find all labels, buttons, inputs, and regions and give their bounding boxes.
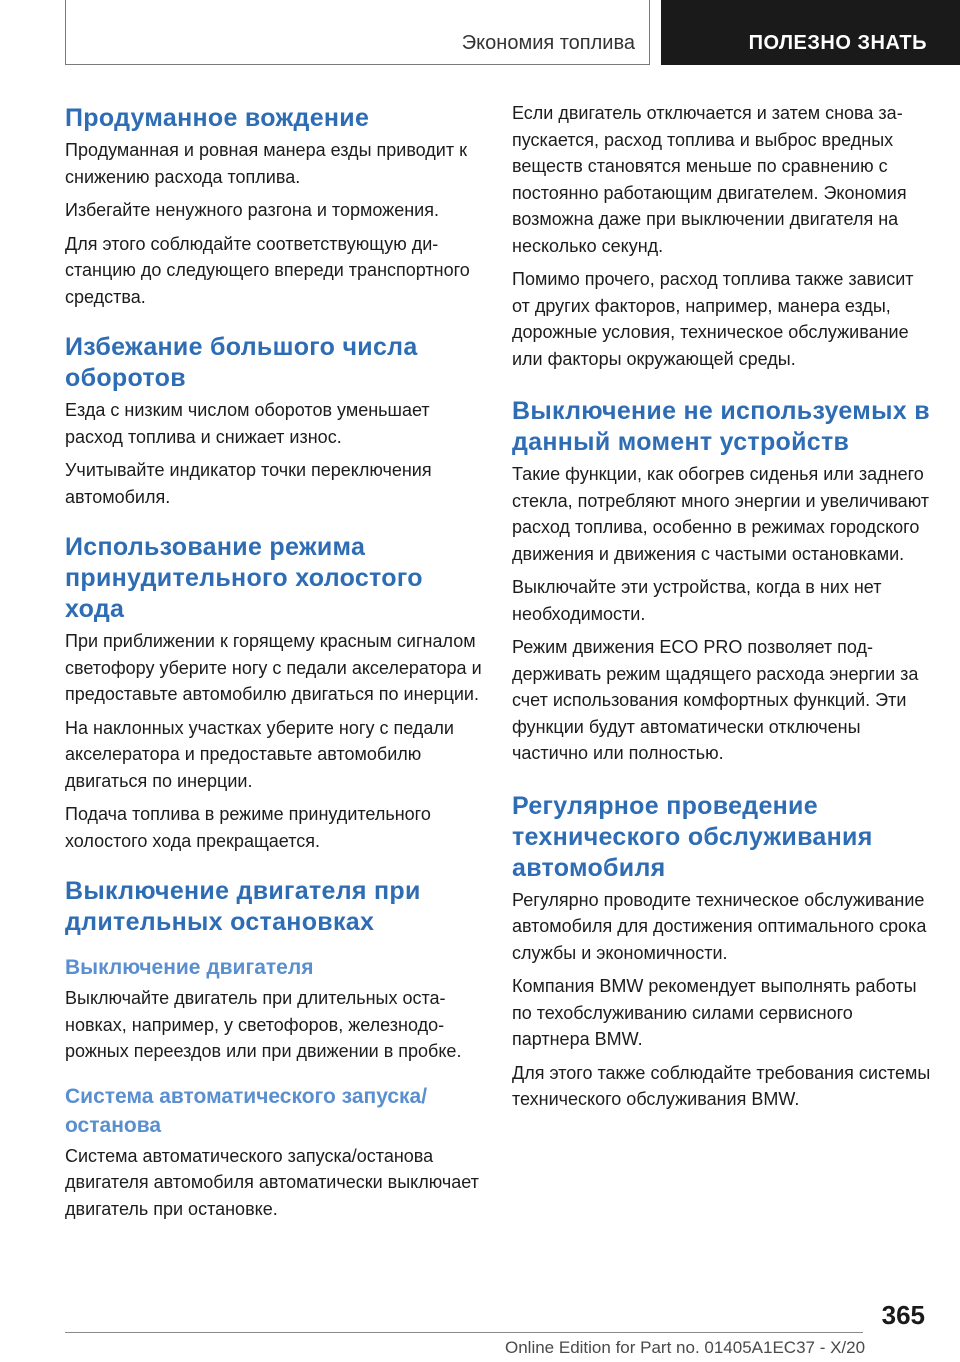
header-chapter-title: ПОЛЕЗНО ЗНАТЬ	[748, 32, 927, 54]
header-section-box	[65, 0, 650, 65]
paragraph: При приближении к горящему красным сигналом светофору уберите ногу с педали акселератора и предоставьте автомобилю двигаться по инерции.	[65, 631, 482, 704]
left-column	[65, 100, 485, 1222]
paragraph: Выключайте двигатель при длительных остановках, например, у светофоров, железнодорожных переездов или при движении в пробке.	[65, 988, 462, 1061]
paragraph: Если двигатель отключается и затем снова запускается, расход топлива и выброс вредных веществ становятся меньше по сравнению с постоянно работающим двигателем. Экономия возможна даже при выключении двигателя на несколько секунд.	[512, 103, 907, 256]
subheading-engine-off: Выключение двигателя	[65, 956, 314, 979]
paragraph: Для этого соблюдайте соответствующую дистанцию до следующего впереди транспортного средства.	[65, 233, 470, 307]
footer-divider	[65, 1332, 863, 1333]
heading-thoughtful-driving: Продуманное вождение	[65, 104, 370, 132]
paragraph: Подача топлива в режиме принудительного холостого хода прекращается.	[65, 804, 431, 851]
paragraph: Режим движения ECO PRO позволяет поддерживать режим щадящего расхода энергии за счет использования комфортных функций. Эти функции будут автоматически отключены частично или полностью.	[512, 637, 919, 763]
paragraph: Регулярно проводите техническое обслуживание автомобиля для достижения оптимального срока службы и экономичности.	[512, 889, 927, 963]
paragraph: Такие функции, как обогрев сиденья или заднего стекла, потребляют много энергии и увеличивают расход топлива, особенно в режимах городского движения и движения с частыми остановками.	[512, 464, 930, 564]
heading-avoid-high-rpm: Избежание большого числа оборотов	[65, 333, 418, 392]
header-section-title: Экономия топлива	[461, 32, 635, 54]
paragraph: Учитывайте индикатор точки переключения автомобиля.	[65, 460, 432, 507]
paragraph: Компания BMW рекомендует выполнять работы по техобслуживанию силами сервисного партнера BMW.	[512, 976, 917, 1049]
paragraph: Продуманная и ровная манера езды приводит к снижению расхода топлива.	[65, 140, 467, 187]
subheading-auto-start-stop: Система автоматического запуска/останова	[65, 1084, 428, 1137]
footer-edition-text: Online Edition for Part no. 01405A1EC37 - X/20	[505, 1338, 866, 1357]
paragraph: Езда с низким числом оборотов уменьшает расход топлива и снижает износ.	[65, 400, 430, 447]
heading-switch-off-devices: Выключение не используемых в данный момент устройств	[512, 397, 930, 456]
heading-engine-off-long-stops: Выключение двигателя при длительных остановках	[65, 877, 421, 936]
heading-overrun-mode: Использование режима принудительного холостого хода	[65, 533, 423, 623]
paragraph: Помимо прочего, расход топлива также зависит от других факторов, например, манера езды, дорожные условия, техническое обслуживание или факторы окружающей среды.	[512, 269, 914, 369]
heading-regular-maintenance: Регулярное проведение технического обслуживания автомобиля	[512, 791, 873, 882]
paragraph: Выключайте эти устройства, когда в них нет необходимости.	[512, 577, 882, 624]
page-number: 365	[881, 1300, 925, 1330]
paragraph: На наклонных участках уберите ногу с педали акселератора и предоставьте автомобилю двигаться по инерции.	[65, 717, 454, 791]
paragraph: Избегайте ненужного разгона и торможения.	[65, 200, 439, 220]
paragraph: Система автоматического запуска/останова двигателя автомобиля автоматически выключает двигатель при остановке.	[65, 1145, 479, 1219]
header-chapter-tab	[661, 0, 960, 65]
right-column	[512, 100, 932, 1113]
paragraph: Для этого также соблюдайте требования системы технического обслуживания BMW.	[512, 1062, 931, 1109]
